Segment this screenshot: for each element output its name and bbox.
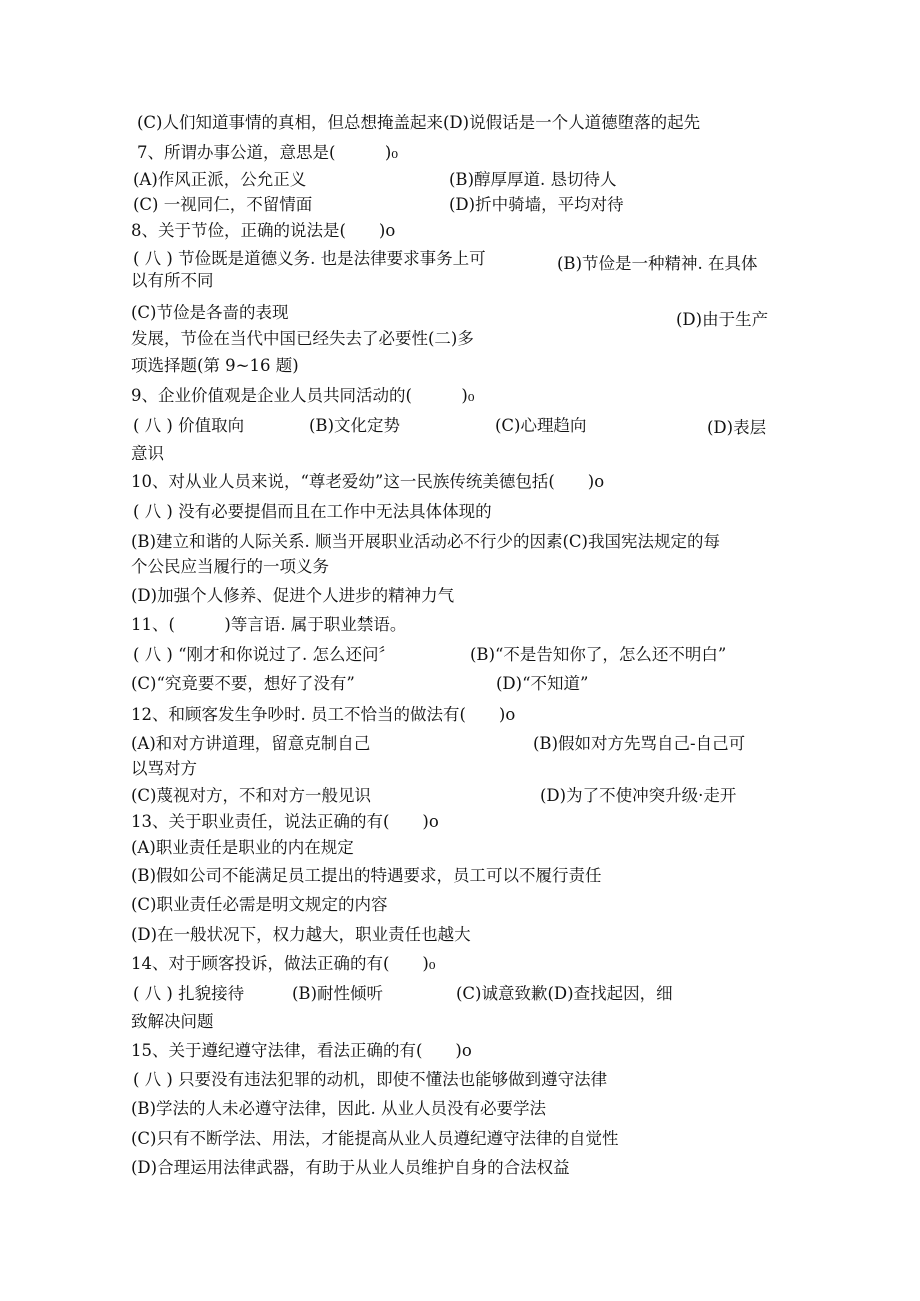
text-line: 项选择题(第 9~16 题) <box>131 356 299 375</box>
text-line: (C)诚意致歉(D)查找起因，细 <box>456 984 673 1003</box>
text-line: (B)假如公司不能满足员工提出的特遇要求，员工可以不履行责任 <box>131 866 602 885</box>
text-line: 10、对从业人员来说，“尊老爱幼”这一民族传统美德包括( )o <box>131 472 605 491</box>
text-line: (A)和对方讲道理，留意克制自己 <box>131 734 371 753</box>
text-line: (B)假如对方先骂自己-自己可 <box>533 734 746 753</box>
text-line: (C)职业责任必需是明文规定的内容 <box>131 895 388 914</box>
text-line: (C)心理趋向 <box>495 416 587 435</box>
text-line: (B)学法的人未必遵守法律，因此. 从业人员没有必要学法 <box>131 1099 546 1118</box>
text-line: (D)在一般状况下，权力越大，职业责任也越大 <box>131 925 471 944</box>
text-line: (A)作风正派，公允正义 <box>133 170 307 189</box>
text-line: (D)为了不使冲突升级·走开 <box>540 786 737 805</box>
text-line: ( 八 ) 价值取向 <box>133 416 245 435</box>
text-line: (D)“不知道” <box>496 674 589 693</box>
text-line: (C) 一视同仁，不留情面 <box>133 195 313 214</box>
text-line: 以有所不同 <box>131 271 214 290</box>
text-line: ( 八 ) 节俭既是道德义务. 也是法律要求事务上可 <box>133 249 486 268</box>
text-line: (C)只有不断学法、用法，才能提高从业人员遵纪遵守法律的自觉性 <box>131 1129 619 1148</box>
text-line: (B)醇厚厚道. 恳切待人 <box>449 170 617 189</box>
text-line: (C)节俭是各啬的表现 <box>131 303 289 322</box>
text-line: 个公民应当履行的一项义务 <box>131 557 329 576</box>
text-line: 8、关于节俭，正确的说法是( )o <box>131 221 396 240</box>
text-line: 致解决问题 <box>131 1012 214 1031</box>
text-line: ( 八 ) 只要没有违法犯罪的动机，即使不懂法也能够做到遵守法律 <box>133 1070 608 1089</box>
text-line: (D)折中骑墙，平均对待 <box>449 195 624 214</box>
text-line: 发展，节俭在当代中国已经失去了必要性(二)多 <box>131 329 474 348</box>
text-line: (B)节俭是一种精神. 在具体 <box>557 254 758 273</box>
text-line: (C)“究竟要不要，想好了没有” <box>131 674 355 693</box>
text-line: 12、和顾客发生争吵时. 员工不恰当的做法有( )o <box>131 705 516 724</box>
text-line: 7、所谓办事公道，意思是( )₀ <box>137 143 398 162</box>
text-line: (A)职业责任是职业的内在规定 <box>131 838 354 857</box>
text-line: 意识 <box>131 444 164 463</box>
text-line: ( 八 ) “刚才和你说过了. 怎么还问〞 <box>133 645 396 664</box>
text-line: (D)合理运用法律武器，有助于从业人员维护自身的合法权益 <box>131 1158 570 1177</box>
text-line: 15、关于遵纪遵守法律，看法正确的有( )o <box>131 1041 472 1060</box>
text-line: (B)文化定势 <box>309 416 400 435</box>
text-line: (B)耐性倾听 <box>292 984 383 1003</box>
text-line: (B)“不是告知你了，怎么还不明白” <box>470 645 727 664</box>
text-line: (B)建立和谐的人际关系. 顺当开展职业活动必不行少的因素(C)我国宪法规定的每 <box>131 532 720 551</box>
text-line: 13、关于职业责任，说法正确的有( )o <box>131 812 439 831</box>
text-line: (C)蔑视对方，不和对方一般见识 <box>131 786 371 805</box>
text-line: (C)人们知道事情的真相，但总想掩盖起来(D)说假话是一个人道德堕落的起先 <box>137 113 701 132</box>
text-line: ( 八 ) 扎貌接待 <box>133 984 245 1003</box>
text-line: (D)表层 <box>707 418 767 437</box>
text-line: 14、对于顾客投诉，做法正确的有( )₀ <box>131 954 436 973</box>
text-line: (D)由于生产 <box>676 310 769 329</box>
text-line: 9、企业价值观是企业人员共同活动的( )₀ <box>131 386 475 405</box>
text-line: 11、( )等言语. 属于职业禁语。 <box>131 615 407 634</box>
text-line: ( 八 ) 没有必要提倡而且在工作中无法具体体现的 <box>133 502 492 521</box>
text-line: (D)加强个人修养、促进个人进步的精神力气 <box>131 586 455 605</box>
text-line: 以骂对方 <box>131 759 197 778</box>
